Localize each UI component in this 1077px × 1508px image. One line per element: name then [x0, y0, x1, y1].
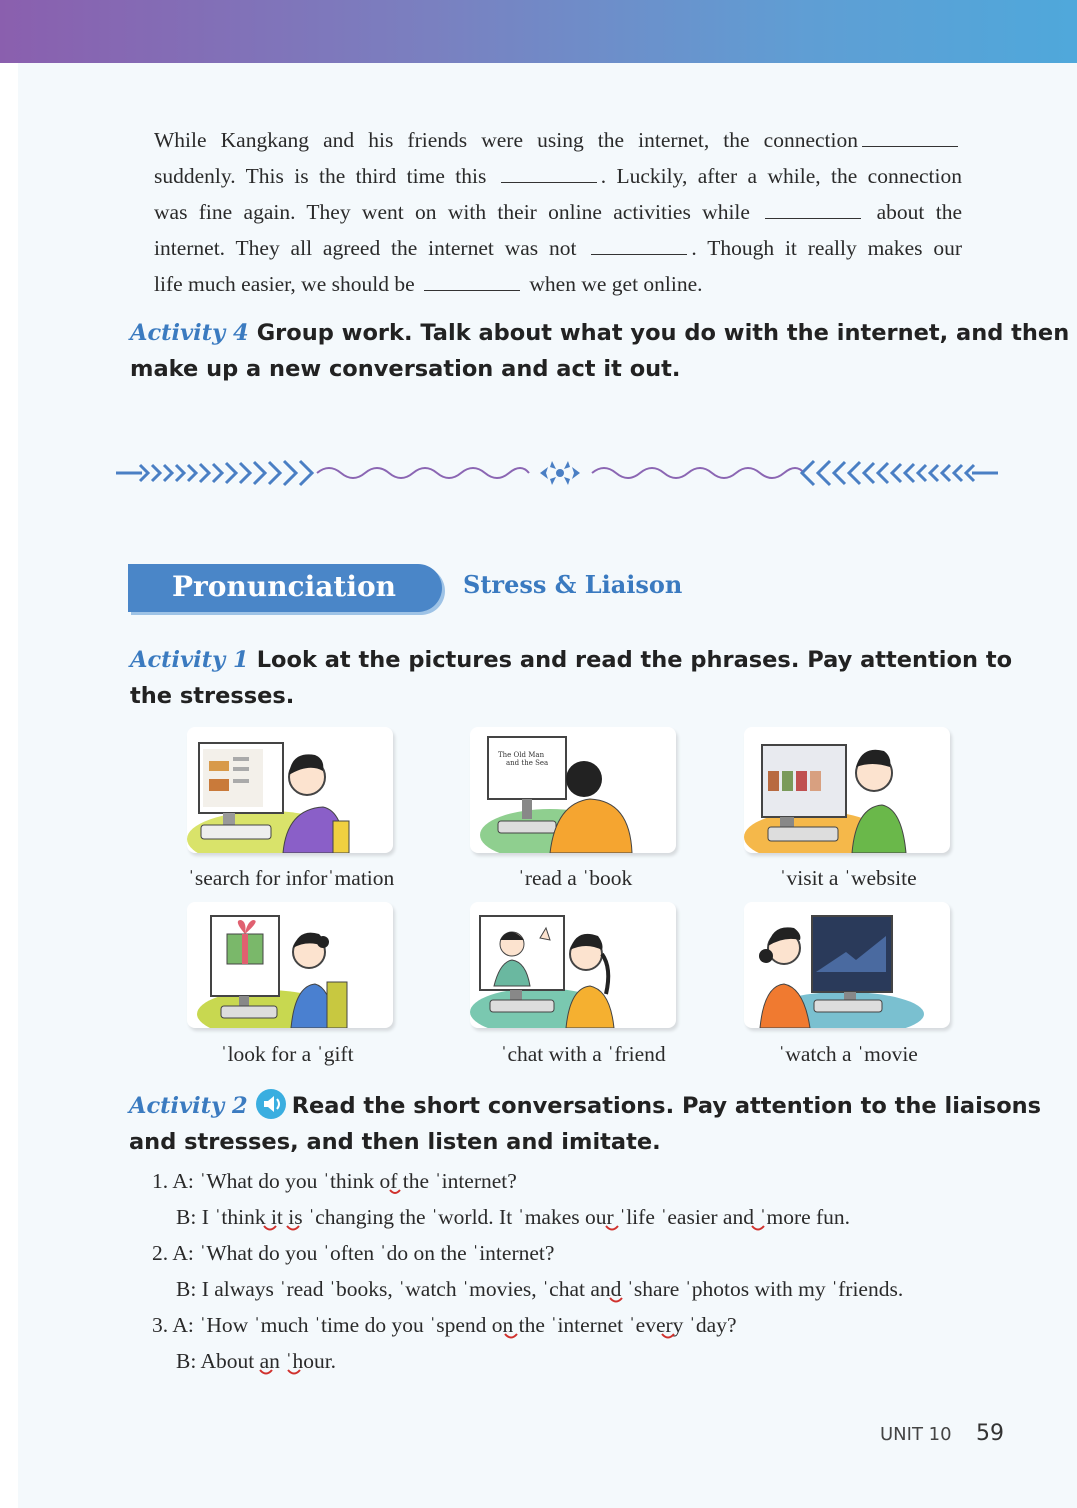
pronunciation-tab-label: Pronunciation [172, 570, 396, 603]
activity1-text-line1: Look at the pictures and read the phrases. Pay attention to [256, 647, 1013, 673]
cloze-line-2b: . Luckily, after a while, the connection [600, 164, 963, 188]
speaker-icon[interactable] [256, 1089, 286, 1119]
caption-chat-with-a-friend: ˈchat with a ˈfriend [500, 1042, 666, 1066]
movie-picture [744, 902, 950, 1028]
cloze-line-1: While Kangkang and his friends were using the internet, the connection [154, 128, 858, 152]
caption-look-for-a-gift: ˈlook for a ˈgift [220, 1042, 354, 1066]
cloze-line-4a: internet. They all agreed the internet was not [154, 236, 577, 260]
activity4-heading [130, 315, 1069, 387]
cloze-line-2a: suddenly. This is the third time this [154, 164, 487, 188]
search-picture [187, 727, 393, 853]
svg-text:The Old Man: The Old Man [498, 751, 545, 759]
activity1-heading [130, 642, 1012, 714]
conversation-list [152, 1163, 903, 1379]
cloze-line-5b: when we get online. [529, 272, 703, 296]
activity4-text-line2: make up a new conversation and act it out. [130, 356, 681, 382]
blank-1[interactable] [862, 128, 958, 147]
cloze-line-3a: was fine again. They went on with their online activities while [154, 200, 750, 224]
decorative-divider [112, 455, 1002, 491]
gift-picture [187, 902, 393, 1028]
activity4-text-line1: Group work. Talk about what you do with the internet, and then [256, 320, 1070, 346]
blank-5[interactable] [424, 272, 520, 291]
activity2-heading [129, 1088, 1041, 1160]
header-gradient-bar [0, 0, 1077, 63]
stress-liaison-title: Stress & Liaison [463, 570, 683, 599]
pronunciation-tab [128, 564, 442, 612]
caption-search-for-information: ˈsearch for inforˈmation [187, 866, 395, 890]
svg-text:and the Sea: and the Sea [506, 759, 549, 767]
website-picture [744, 727, 950, 853]
chat-picture [470, 902, 676, 1028]
cloze-line-5a: life much easier, we should be [154, 272, 415, 296]
conversation-3-b: B: About an ˈhour. [176, 1349, 337, 1373]
blank-3[interactable] [765, 200, 861, 219]
conversation-1-a: 1. A: ˈWhat do you ˈthink of the ˈinternet? [152, 1169, 517, 1193]
activity1-label: Activity 1 [130, 647, 249, 673]
conversation-2-a: 2. A: ˈWhat do you ˈoften ˈdo on the ˈinternet? [152, 1241, 555, 1265]
activity1-text-line2: the stresses. [130, 683, 295, 709]
activity2-text-line1: Read the short conversations. Pay attention to the liaisons [291, 1093, 1042, 1119]
caption-read-a-book: ˈread a ˈbook [517, 866, 633, 890]
footer-unit-label: UNIT 10 [880, 1424, 952, 1445]
cloze-line-4b: . Though it really makes our [691, 236, 963, 260]
conversation-2-b: B: I always ˈread ˈbooks, ˈwatch ˈmovies, ˈchat and ˈshare ˈphotos with my ˈfriends. [176, 1277, 904, 1301]
caption-watch-a-movie: ˈwatch a ˈmovie [778, 1042, 918, 1066]
activity2-text-line2: and stresses, and then listen and imitate. [129, 1129, 661, 1155]
cloze-line-3b: about the [876, 200, 963, 224]
activity2-label: Activity 2 [129, 1093, 248, 1119]
conversation-1-b: B: I ˈthink it is ˈchanging the ˈworld. It ˈmakes our ˈlife ˈeasier and ˈmore fun. [176, 1205, 851, 1229]
conversation-3-a: 3. A: ˈHow ˈmuch ˈtime do you ˈspend on the ˈinternet ˈevery ˈday? [152, 1313, 737, 1337]
blank-4[interactable] [591, 236, 687, 255]
cloze-paragraph [154, 122, 962, 302]
page-number: 59 [976, 1421, 1004, 1446]
book-picture [470, 727, 676, 853]
blank-2[interactable] [501, 164, 597, 183]
activity4-label: Activity 4 [130, 320, 249, 346]
caption-visit-a-website: ˈvisit a ˈwebsite [779, 866, 917, 890]
